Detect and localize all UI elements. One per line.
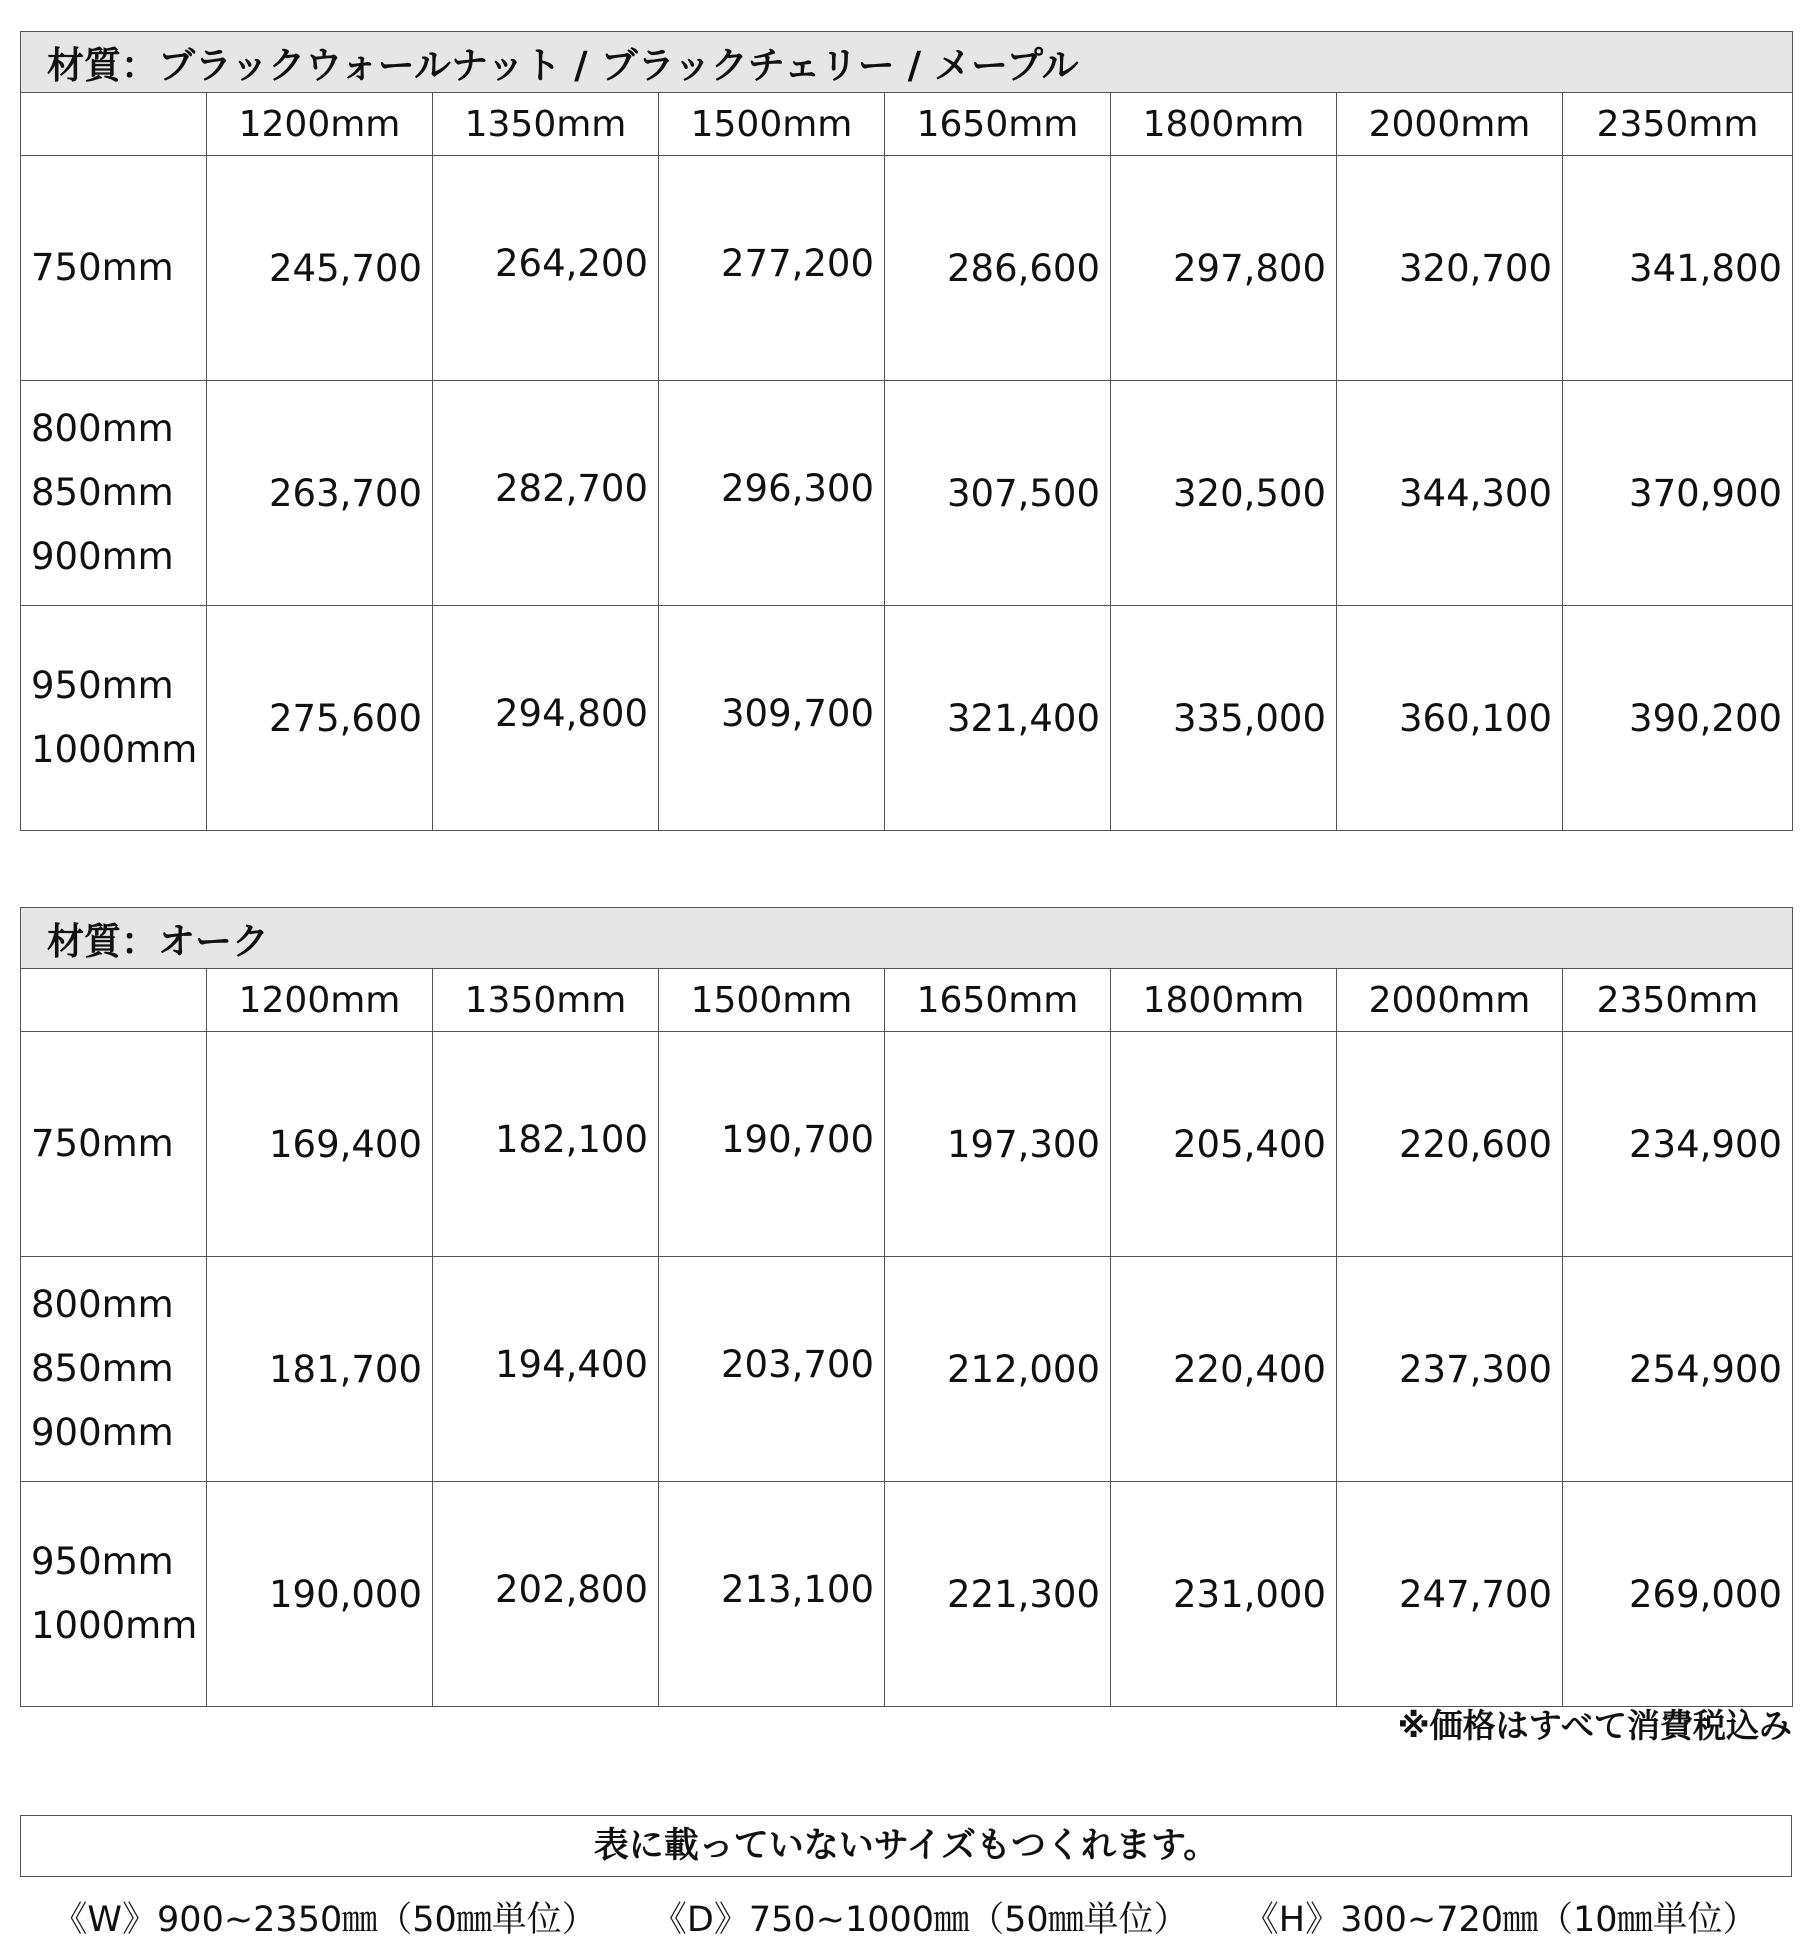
price-cell: 237,300: [1337, 1257, 1563, 1482]
header-corner: [21, 93, 207, 156]
price-cell: 307,500: [885, 381, 1111, 606]
width-header: 2350mm: [1563, 969, 1793, 1032]
price-cell: 190,700: [659, 1032, 885, 1257]
width-header: 1350mm: [433, 969, 659, 1032]
table-title: 材質：ブラックウォールナット / ブラックチェリー / メープル: [21, 32, 1793, 93]
price-cell: 370,900: [1563, 381, 1793, 606]
width-header: 1500mm: [659, 93, 885, 156]
price-cell: 294,800: [433, 606, 659, 831]
price-cell: 231,000: [1111, 1482, 1337, 1707]
width-header: 1200mm: [207, 93, 433, 156]
price-cell: 169,400: [207, 1032, 433, 1257]
tax-note: ※価格はすべて消費税込み: [1397, 1706, 1792, 1745]
price-cell: 220,600: [1337, 1032, 1563, 1257]
depth-value: 750mm: [31, 246, 174, 289]
price-cell: 197,300: [885, 1032, 1111, 1257]
depth-label: [21, 1257, 207, 1482]
depth-value: 950mm: [31, 664, 174, 707]
price-cell: 344,300: [1337, 381, 1563, 606]
height-range: 《H》300~720㎜（10㎜単位）: [1243, 1900, 1758, 1940]
depth-value: 750mm: [31, 1122, 174, 1165]
width-range: 《W》900~2350㎜（50㎜単位）: [52, 1900, 597, 1940]
table-row: [21, 1032, 1793, 1257]
table-row: [21, 1482, 1793, 1707]
depth-range: 《D》750~1000㎜（50㎜単位）: [651, 1900, 1189, 1940]
price-cell: 309,700: [659, 606, 885, 831]
price-cell: 277,200: [659, 156, 885, 381]
price-cell: 282,700: [433, 381, 659, 606]
price-cell: 263,700: [207, 381, 433, 606]
price-cell: 213,100: [659, 1482, 885, 1707]
price-cell: 247,700: [1337, 1482, 1563, 1707]
depth-value: 950mm: [31, 1540, 174, 1583]
price-cell: 220,400: [1111, 1257, 1337, 1482]
price-cell: 296,300: [659, 381, 885, 606]
price-cell: 275,600: [207, 606, 433, 831]
depth-value: 800mm: [31, 407, 174, 450]
width-header: 1500mm: [659, 969, 885, 1032]
width-header: 1650mm: [885, 93, 1111, 156]
width-header: 2000mm: [1337, 93, 1563, 156]
width-header: 1350mm: [433, 93, 659, 156]
table-title: 材質：オーク: [21, 908, 1793, 969]
price-cell: 245,700: [207, 156, 433, 381]
size-ranges: [0, 1892, 1810, 1942]
price-cell: 341,800: [1563, 156, 1793, 381]
width-header: 2000mm: [1337, 969, 1563, 1032]
price-cell: 297,800: [1111, 156, 1337, 381]
price-cell: 360,100: [1337, 606, 1563, 831]
price-cell: 320,500: [1111, 381, 1337, 606]
price-cell: 269,000: [1563, 1482, 1793, 1707]
depth-label: [21, 156, 207, 381]
depth-label: [21, 606, 207, 831]
price-table-oak: [20, 907, 1793, 1707]
price-cell: 181,700: [207, 1257, 433, 1482]
depth-value: 850mm: [31, 471, 174, 514]
table-row: [21, 606, 1793, 831]
table-row: [21, 1257, 1793, 1482]
price-cell: 264,200: [433, 156, 659, 381]
price-table-walnut-cherry-maple: [20, 31, 1793, 831]
price-cell: 286,600: [885, 156, 1111, 381]
width-header: 1800mm: [1111, 969, 1337, 1032]
price-cell: 194,400: [433, 1257, 659, 1482]
width-header: 1200mm: [207, 969, 433, 1032]
width-header: 2350mm: [1563, 93, 1793, 156]
price-cell: 234,900: [1563, 1032, 1793, 1257]
table-row: [21, 156, 1793, 381]
header-corner: [21, 969, 207, 1032]
depth-value: 1000mm: [31, 728, 198, 771]
price-cell: 335,000: [1111, 606, 1337, 831]
price-cell: 202,800: [433, 1482, 659, 1707]
price-cell: 203,700: [659, 1257, 885, 1482]
custom-size-notice: 表に載っていないサイズもつくれます。: [20, 1815, 1792, 1877]
width-header: 1800mm: [1111, 93, 1337, 156]
width-header: 1650mm: [885, 969, 1111, 1032]
price-cell: 390,200: [1563, 606, 1793, 831]
price-cell: 321,400: [885, 606, 1111, 831]
depth-value: 800mm: [31, 1283, 174, 1326]
table-row: [21, 381, 1793, 606]
price-cell: 212,000: [885, 1257, 1111, 1482]
price-cell: 320,700: [1337, 156, 1563, 381]
price-cell: 221,300: [885, 1482, 1111, 1707]
depth-value: 1000mm: [31, 1604, 198, 1647]
depth-label: [21, 1032, 207, 1257]
price-cell: 190,000: [207, 1482, 433, 1707]
depth-value: 850mm: [31, 1347, 174, 1390]
depth-label: [21, 1482, 207, 1707]
depth-label: [21, 381, 207, 606]
depth-value: 900mm: [31, 535, 174, 578]
price-cell: 205,400: [1111, 1032, 1337, 1257]
price-cell: 254,900: [1563, 1257, 1793, 1482]
price-cell: 182,100: [433, 1032, 659, 1257]
depth-value: 900mm: [31, 1411, 174, 1454]
